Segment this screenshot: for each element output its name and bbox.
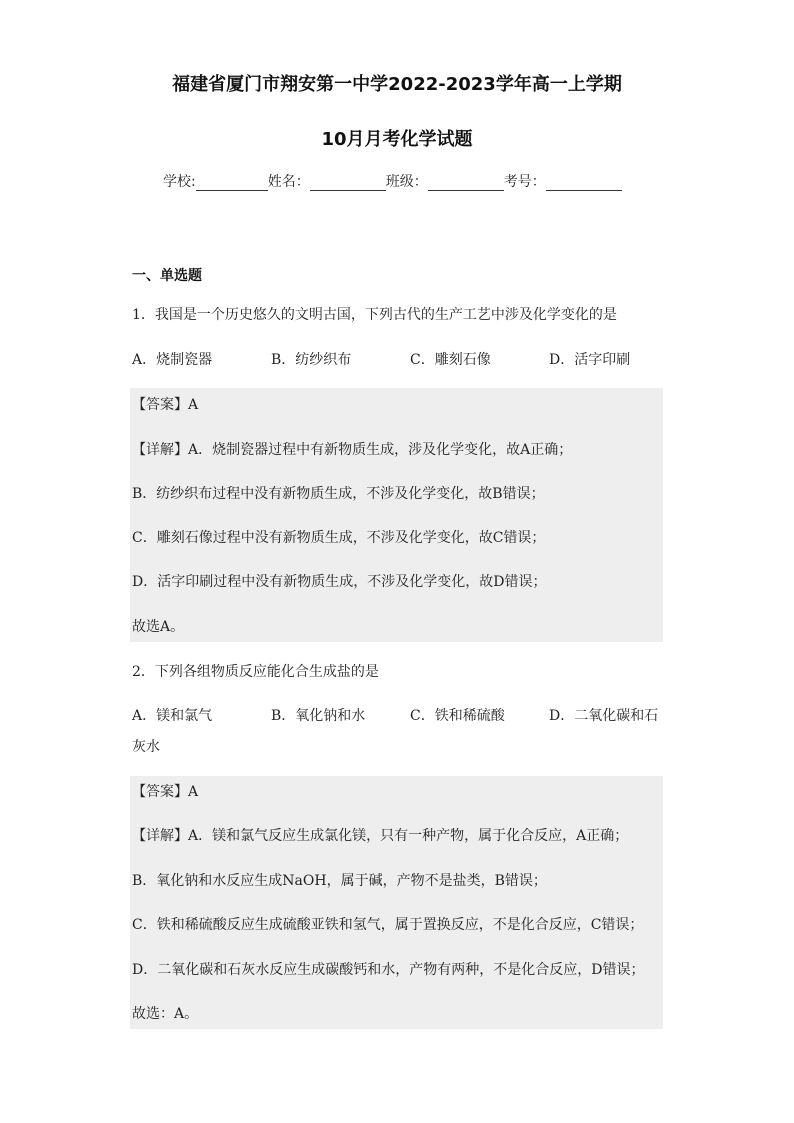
exam-no-blank[interactable] bbox=[546, 176, 622, 191]
question-2-explanation-line: 【详解】A．镁和氯气反应生成氯化镁，只有一种产物，属于化合反应，A正确； bbox=[132, 828, 629, 844]
question-2-explanation-line: C．铁和稀硫酸反应生成硫酸亚铁和氢气，属于置换反应，不是化合反应，C错误； bbox=[132, 917, 644, 933]
question-1-explanation-line: 【详解】A．烧制瓷器过程中有新物质生成，涉及化学变化，故A正确； bbox=[132, 442, 573, 458]
question-1-option-b: B．纺纱织布 bbox=[271, 352, 352, 368]
name-label: 姓名： bbox=[267, 174, 310, 190]
exam-no-label: 考号： bbox=[503, 174, 546, 190]
section-heading: 一、单选题 bbox=[132, 268, 202, 284]
question-1-answer-box bbox=[130, 388, 663, 642]
question-2-option-a: A．镁和氯气 bbox=[132, 708, 213, 724]
question-2-option-d: D．二氧化碳和石 bbox=[549, 708, 659, 724]
question-2-answer-box bbox=[130, 776, 663, 1029]
question-1-explanation-line: C．雕刻石像过程中没有新物质生成，不涉及化学变化，故C错误； bbox=[132, 530, 546, 546]
question-1-answer: 【答案】A bbox=[132, 397, 199, 413]
question-2-answer: 【答案】A bbox=[132, 784, 199, 800]
question-1-conclusion: 故选A。 bbox=[132, 619, 185, 635]
question-1-option-d: D．活字印刷 bbox=[549, 352, 631, 368]
page-subtitle: 10月月考化学试题 bbox=[321, 129, 473, 150]
question-2-conclusion: 故选：A。 bbox=[132, 1006, 199, 1022]
class-blank[interactable] bbox=[428, 176, 504, 191]
question-2-option-d-wrap: 灰水 bbox=[132, 739, 160, 755]
question-1-option-c: C．雕刻石像 bbox=[410, 352, 491, 368]
question-2-stem: 2．下列各组物质反应能化合生成盐的是 bbox=[132, 664, 379, 680]
student-info-row bbox=[163, 171, 622, 191]
question-1-explanation-line: B．纺纱织布过程中没有新物质生成，不涉及化学变化，故B错误； bbox=[132, 486, 545, 502]
class-label: 班级： bbox=[385, 174, 428, 190]
page-title: 福建省厦门市翔安第一中学2022-2023学年高一上学期 bbox=[172, 74, 622, 95]
school-label: 学校: bbox=[163, 174, 196, 190]
school-blank[interactable] bbox=[196, 176, 268, 191]
name-blank[interactable] bbox=[310, 176, 386, 191]
question-1-option-a: A．烧制瓷器 bbox=[132, 352, 213, 368]
question-2-option-c: C．铁和稀硫酸 bbox=[410, 708, 505, 724]
question-1-explanation-line: D．活字印刷过程中没有新物质生成，不涉及化学变化，故D错误； bbox=[132, 574, 547, 590]
question-1-stem: 1．我国是一个历史悠久的文明古国，下列古代的生产工艺中涉及化学变化的是 bbox=[132, 307, 617, 323]
question-2-explanation-line: B．氧化钠和水反应生成NaOH，属于碱，产物不是盐类，B错误； bbox=[132, 873, 547, 889]
question-2-option-b: B．氧化钠和水 bbox=[271, 708, 366, 724]
question-2-explanation-line: D．二氧化碳和石灰水反应生成碳酸钙和水，产物有两种，不是化合反应，D错误； bbox=[132, 962, 645, 978]
